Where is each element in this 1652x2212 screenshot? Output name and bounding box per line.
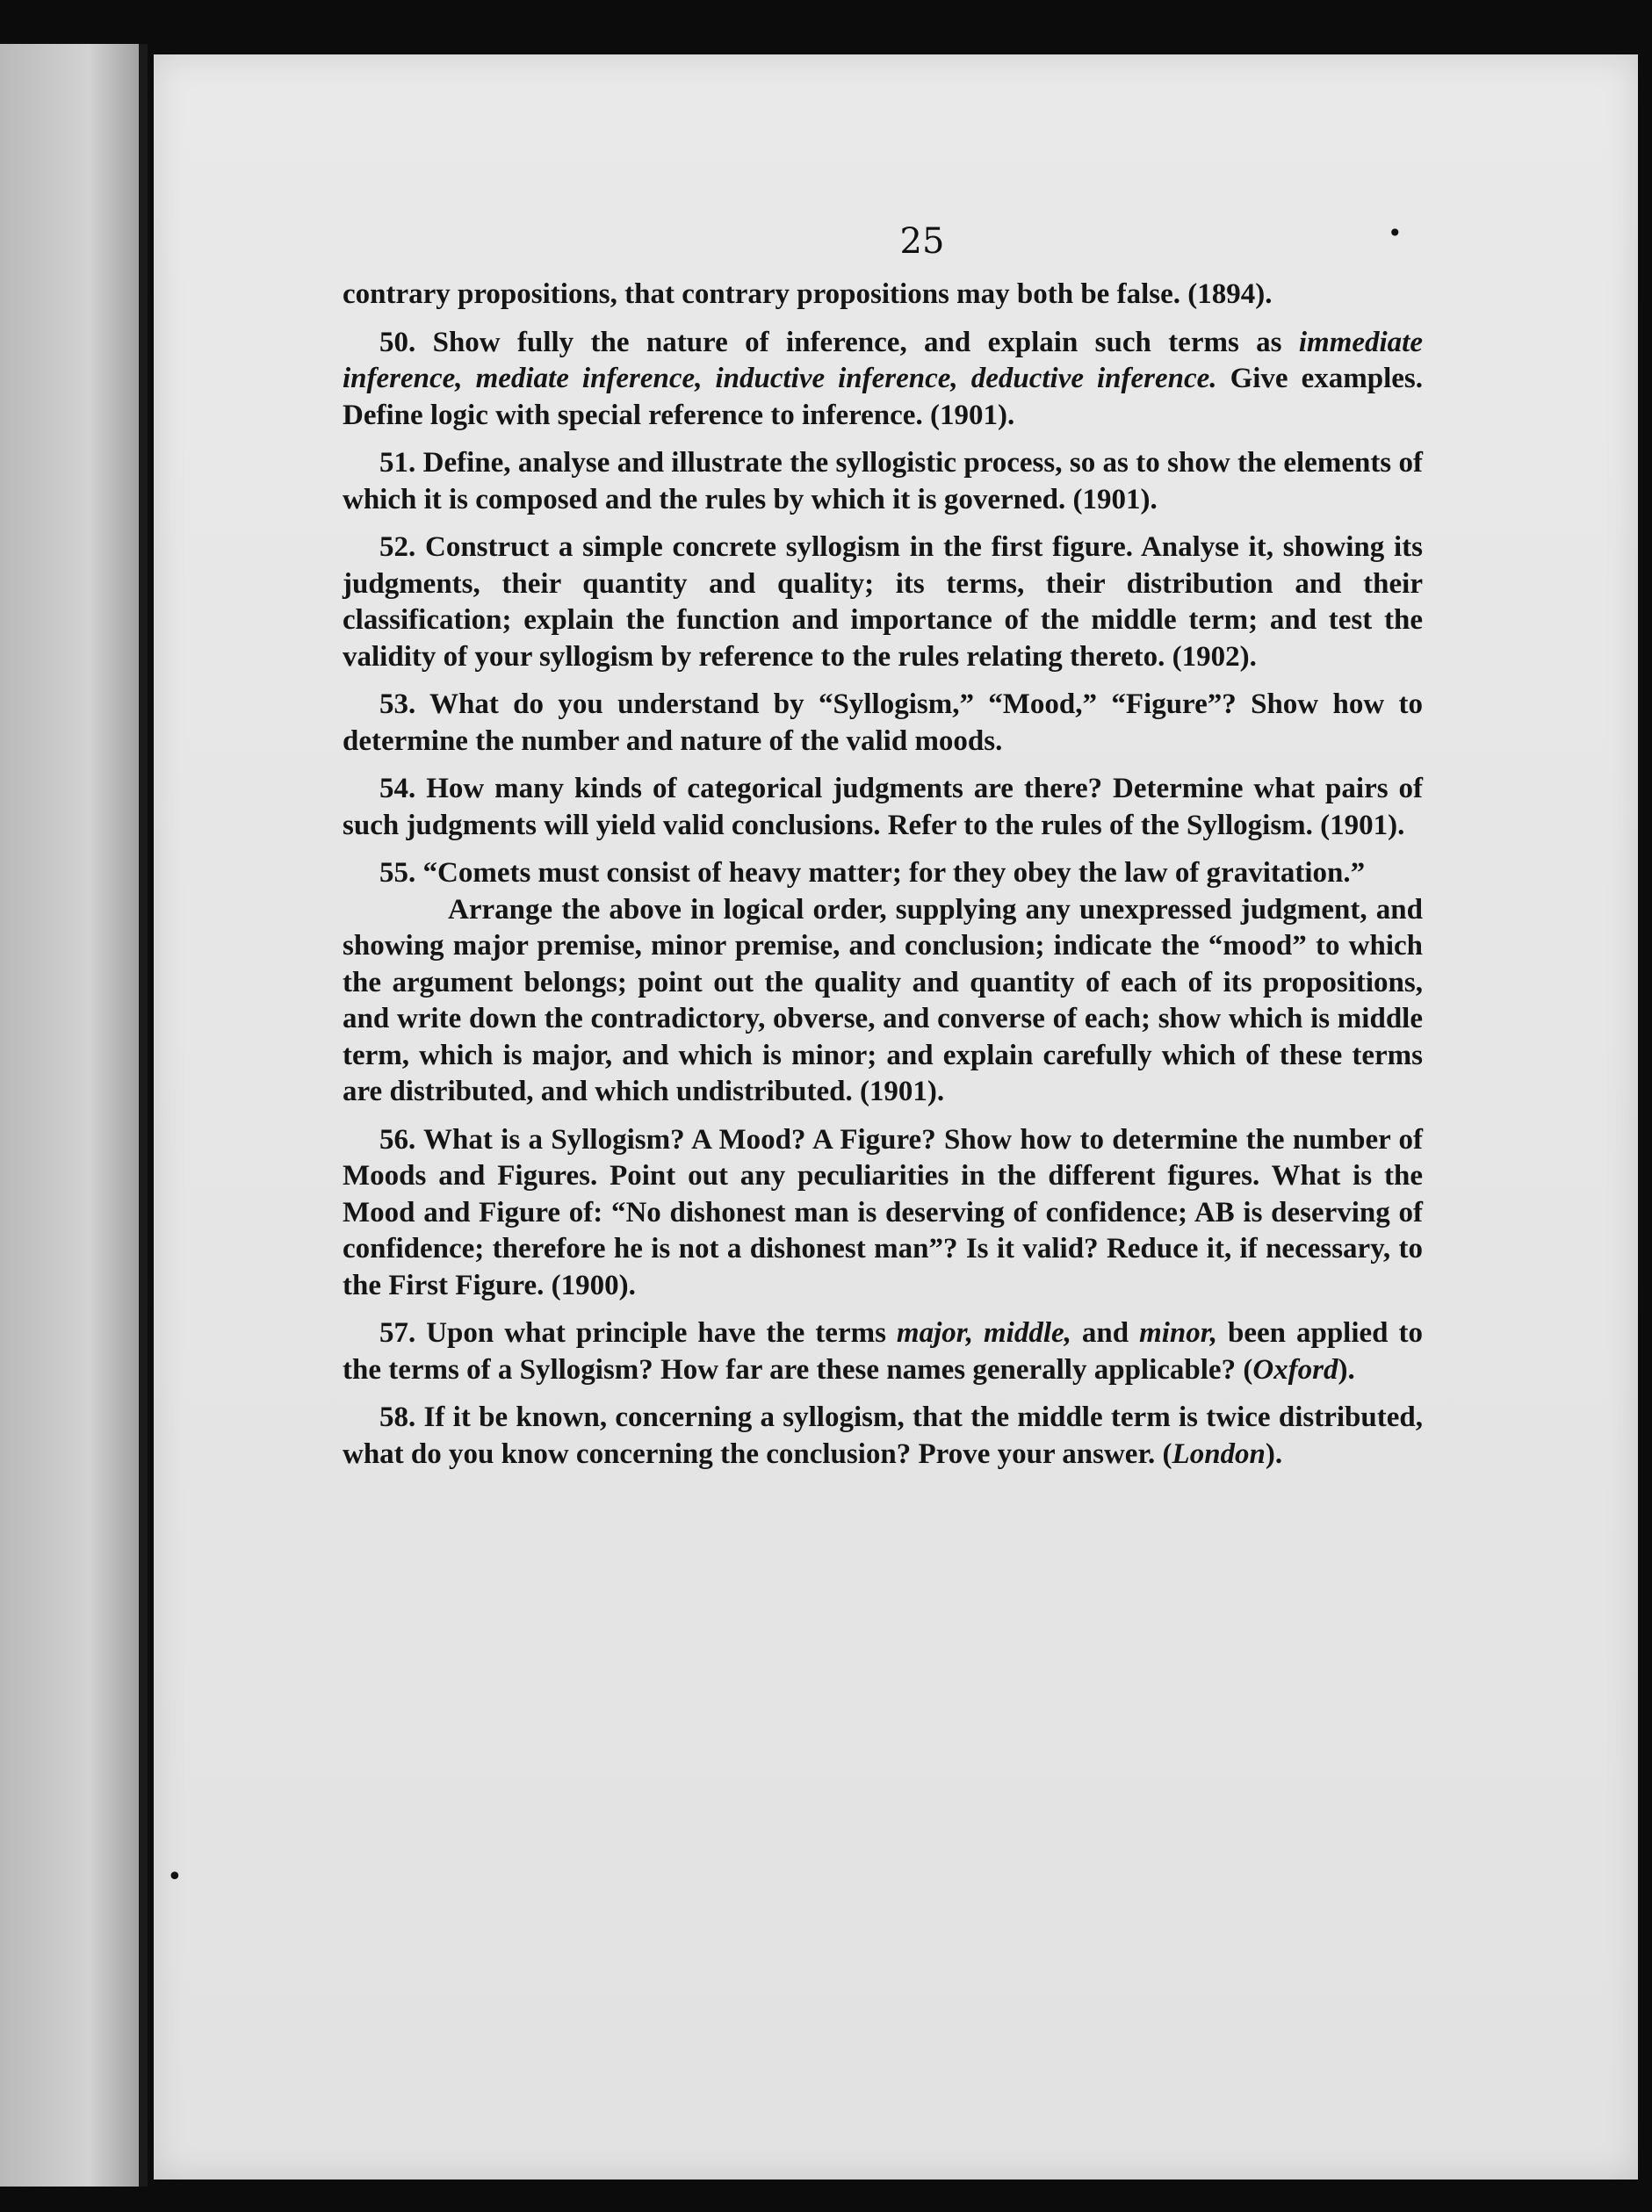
italic-text: immediate inference, mediate inference, inductive inference, deductive inference.	[343, 326, 1423, 394]
text-run: ).	[1338, 1353, 1355, 1386]
scanned-page	[154, 54, 1638, 2180]
italic-text: minor,	[1139, 1317, 1218, 1349]
question-51	[343, 445, 1423, 518]
question-56	[343, 1122, 1423, 1305]
text-run: and	[1071, 1317, 1140, 1349]
italic-text: Oxford	[1252, 1353, 1338, 1386]
text-run: 52. Construct a simple concrete syllogism in the first figure. Analyse it, showing its judgments, their quantity and quality; its terms, their distribution and their classification; explain the function and importance of the middle term; and test the validity of your syllogism by reference to the rules relating thereto. (1902).	[343, 531, 1423, 673]
italic-text: London	[1172, 1437, 1266, 1470]
text-run: 58. If it be known, concerning a syllogism, that the middle term is twice distributed, what do you know concerning the conclusion? Prove your answer. (	[343, 1401, 1423, 1470]
text-run: contrary propositions, that contrary propositions may both be false. (1894).	[343, 278, 1273, 310]
text-run: 54. How many kinds of categorical judgments are there? Determine what pairs of such judgments will yield valid conclusions. Refer to the rules of the Syllogism. (1901).	[343, 773, 1423, 841]
text-run: Arrange the above in logical order, supplying any unexpressed judgment, and showing major premise, minor premise, and conclusion; indicate the “mood” to which the argument belongs; point out the quality and quantity of each of its propositions, and write down the contradictory, obverse, and converse of each; show which is middle term, which is major, and which is minor; and explain carefully which of these terms are distributed, and which undistributed. (1901).	[343, 893, 1423, 1107]
text-run: Give examples. Define logic with special reference to inference. (1901).	[343, 363, 1423, 431]
text-run: ).	[1265, 1437, 1283, 1470]
question-52	[343, 530, 1423, 675]
text-run: 56. What is a Syllogism? A Mood? A Figure? Show how to determine the number of Moods and Figures. Point out any peculiarities in the different figures. What is the Mood and Figure of: “No dishonest man is deserving of confidence; AB is deserving of confidence; therefore he is not a dishonest man”? Is it valid? Reduce it, if necessary, to the First Figure. (1900).	[343, 1123, 1423, 1301]
text-run: 57. Upon what principle have the terms	[379, 1317, 897, 1349]
previous-page-edge	[0, 44, 148, 2187]
question-58	[343, 1400, 1423, 1473]
page-gutter	[139, 44, 148, 2187]
question-53	[343, 687, 1423, 760]
ink-speck: •	[1388, 219, 1403, 248]
question-55	[343, 855, 1423, 892]
text-run: 53. What do you understand by “Syllogism,” “Mood,” “Figure”? Show how to determine the number and nature of the valid moods.	[343, 688, 1423, 757]
question-50	[343, 325, 1423, 435]
question-55-instructions	[343, 892, 1423, 1111]
text-run: 55. “Comets must consist of heavy matter; for they obey the law of gravitation.”	[379, 857, 1366, 889]
text-run: been applied to the terms of a Syllogism? How far are these names generally applicable? (	[343, 1317, 1423, 1386]
question-54	[343, 771, 1423, 844]
page-number: 25	[899, 221, 945, 262]
text-run: 51. Define, analyse and illustrate the syllogistic process, so as to show the elements of which it is composed and the rules by which it is governed. (1901).	[343, 447, 1423, 515]
paragraph-continuation	[343, 277, 1423, 313]
margin-bullet: •	[167, 1862, 183, 1892]
text-run: 50. Show fully the nature of inference, and explain such terms as	[379, 326, 1299, 358]
page-body	[343, 277, 1423, 1484]
italic-text: major, middle,	[896, 1317, 1071, 1349]
question-57	[343, 1315, 1423, 1388]
